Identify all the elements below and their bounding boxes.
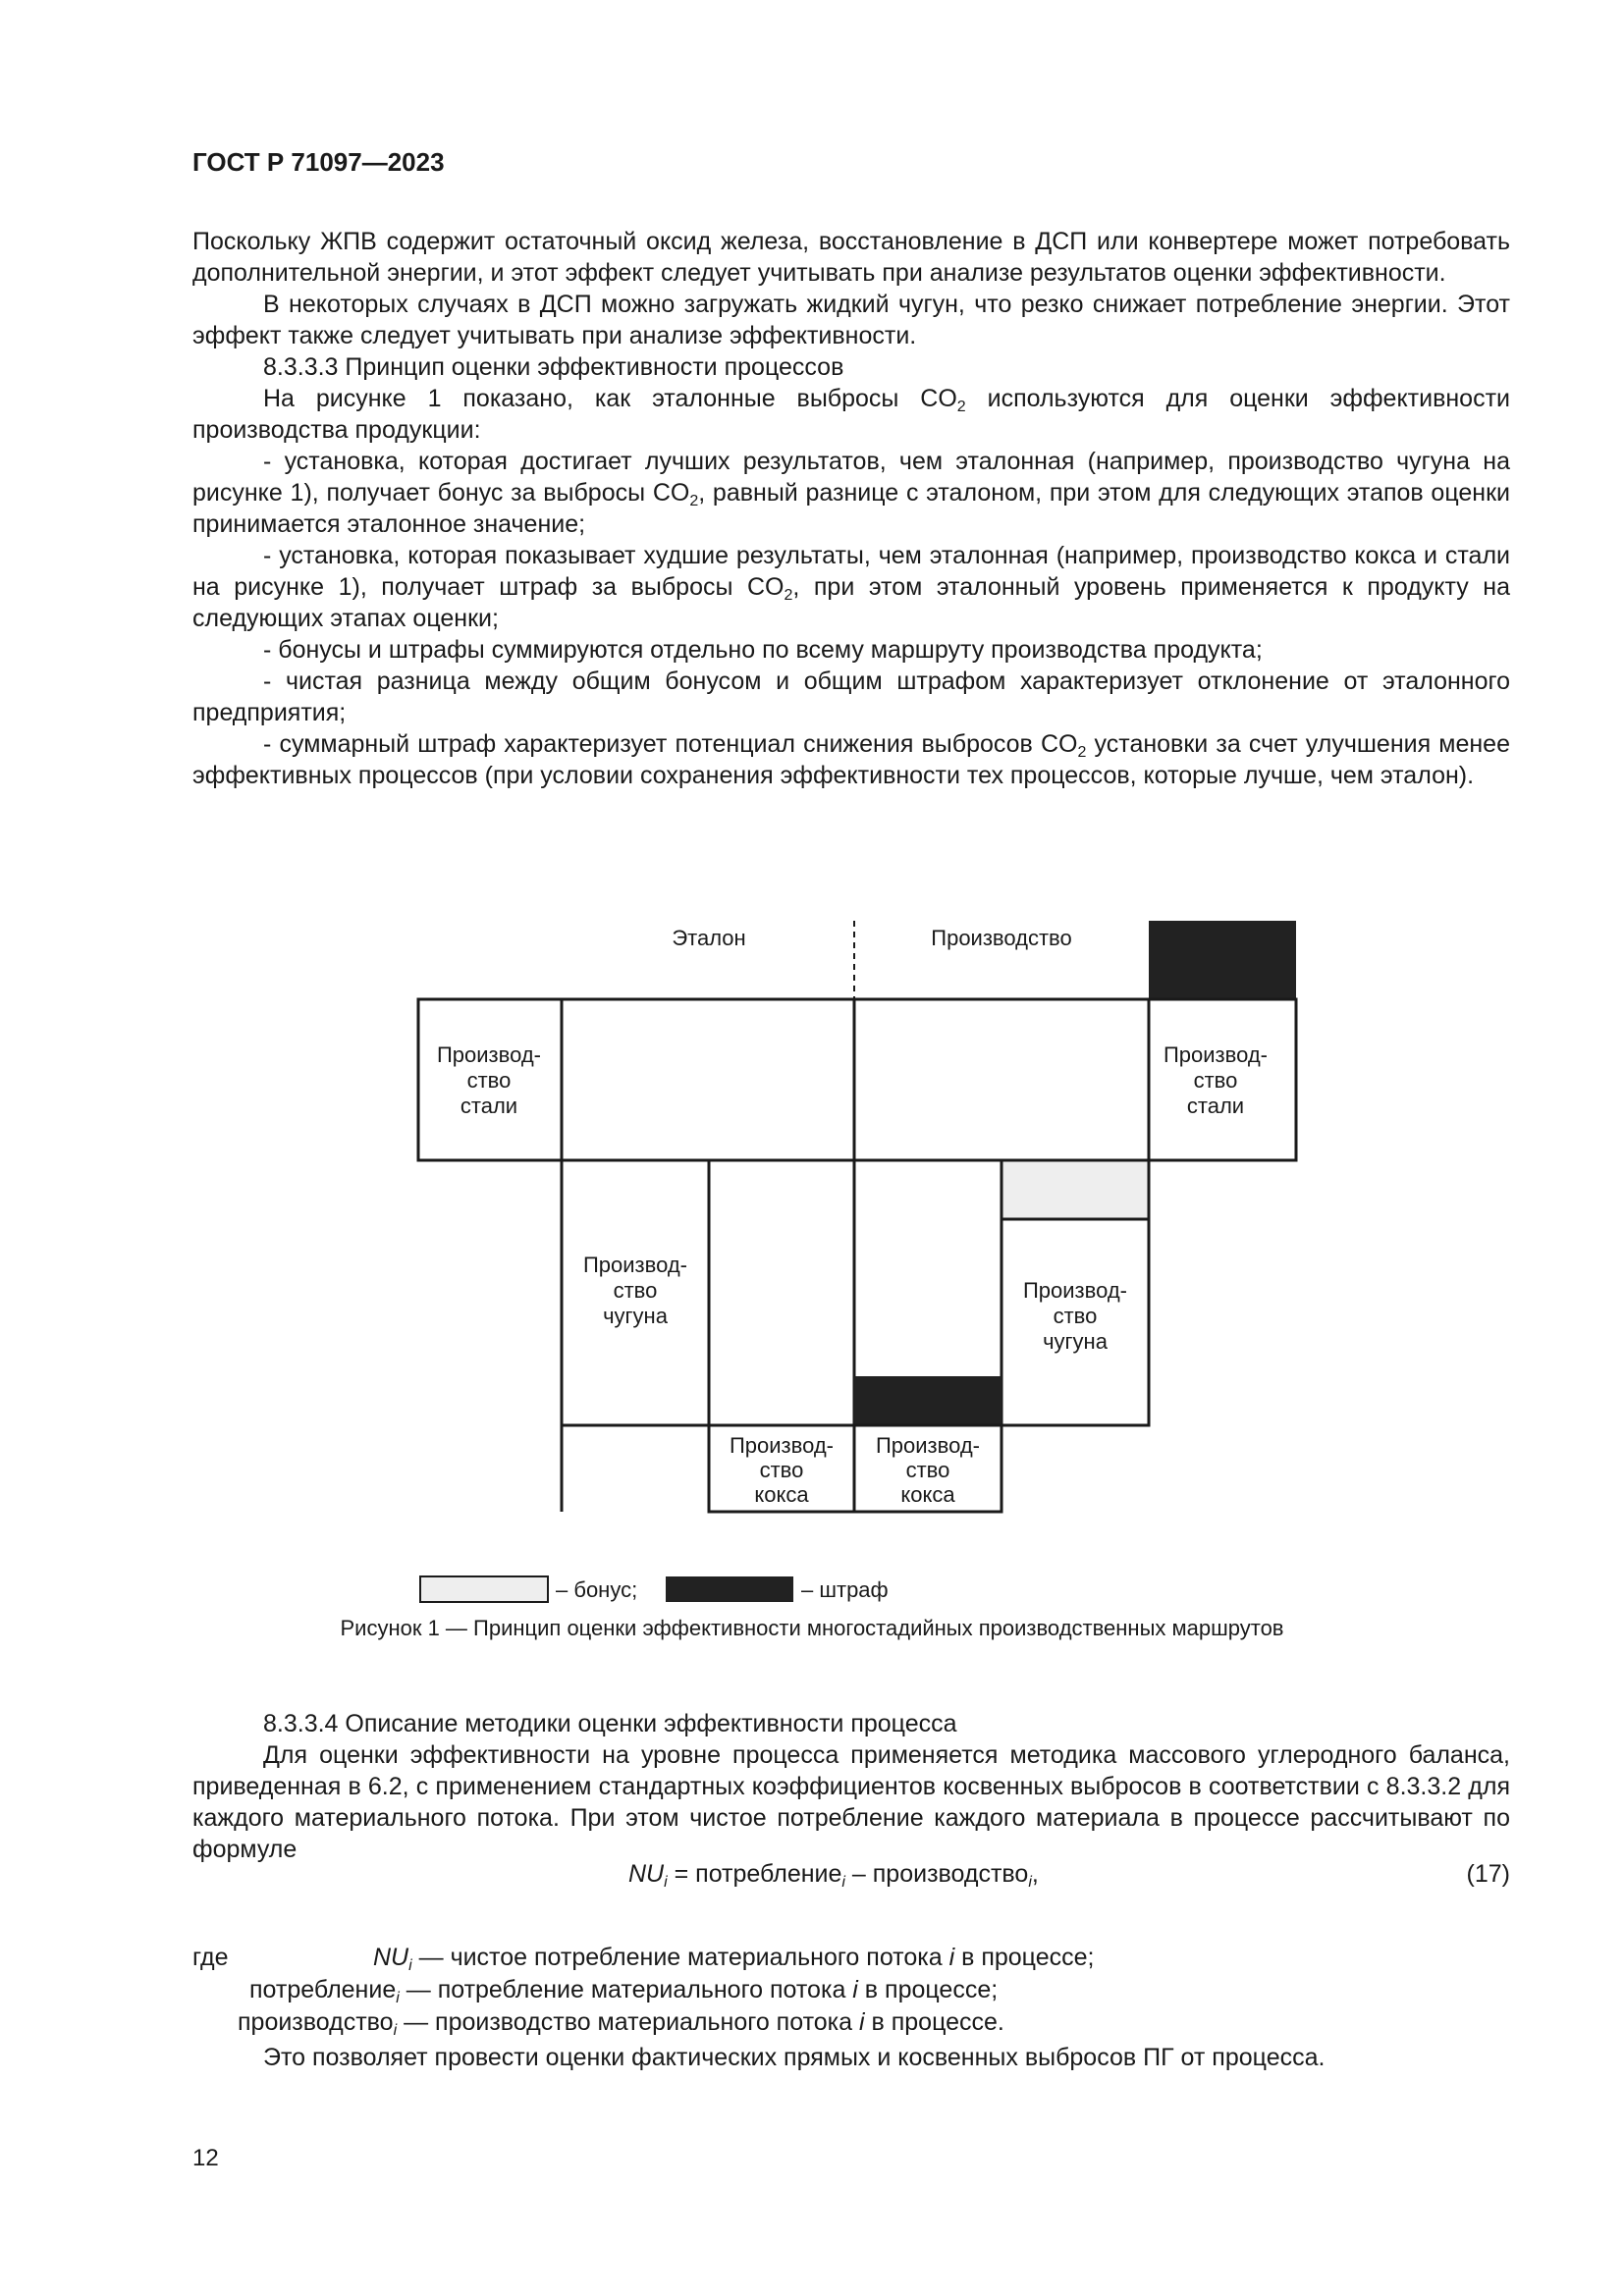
box-label: ство — [466, 1068, 512, 1093]
box-empty — [562, 999, 854, 1160]
list-item: - чистая разница между общим бонусом и общим штрафом характеризует отклонение от эталонного предприятия; — [192, 667, 1510, 726]
paragraph: Поскольку ЖПВ содержит остаточный оксид железа, восстановление в ДСП или конвертере может потребовать дополнительной энергии, и этот эффект следует учитывать при анализе результатов оценки эффективности. — [192, 228, 1510, 287]
paragraph: В некоторых случаях в ДСП можно загружать жидкий чугун, что резко снижает потребление энергии. Этот эффект также следует учитывать при анализе эффективности. — [192, 291, 1510, 349]
paragraph: На рисунке 1 показано, как эталонные выбросы $CO_2$ используются для оценки эффективности производства продукции: — [192, 385, 1510, 444]
box-label: ство — [1053, 1304, 1098, 1328]
box-label: Производ- — [582, 1253, 688, 1277]
list-item: - установка, которая показывает худшие результаты, чем эталонная (например, производство кокса и стали на рисунке 1), получает штраф за выбросы $CO_2$, при этом эталонный уровень применяется к продукту на следующих этапах оценки; — [192, 542, 1510, 632]
formula-17: $NU_i$ = потребление$_i$ – производство$_i$, — [628, 1860, 1039, 1891]
figure-caption: Рисунок 1 — Принцип оценки эффективности многостадийных производственных маршрутов — [340, 1616, 1284, 1640]
box-label: Производ- — [1163, 1042, 1269, 1067]
label-production: Производство — [931, 926, 1072, 950]
box-empty — [709, 1160, 854, 1425]
box-label: Производ- — [875, 1433, 981, 1458]
legend-bonus-label: – бонус; — [556, 1577, 638, 1602]
formula-number: (17) — [1466, 1860, 1510, 1888]
box-label: чугуна — [603, 1304, 668, 1328]
penalty-steel — [1149, 921, 1296, 999]
box-label: ство — [613, 1278, 658, 1303]
box-label: кокса — [900, 1482, 955, 1507]
section-heading: 8.3.3.3 Принцип оценки эффективности процессов — [263, 353, 844, 381]
penalty-coke — [854, 1376, 1001, 1425]
label-reference: Эталон — [672, 926, 746, 950]
box-label: ство — [905, 1458, 950, 1482]
paragraph: Для оценки эффективности на уровне процесса применяется методика массового углеродного баланса, приведенная в 6.2, с применением стандартных коэффициентов косвенных выбросов в соответствии с 8.3.3.2 для каждого материального потока. При этом чистое потребление каждого материала в процессе рассчитывают по формуле — [192, 1741, 1510, 1863]
box-label: стали — [1186, 1094, 1245, 1118]
box-label: стали — [460, 1094, 518, 1118]
box-label: чугуна — [1043, 1329, 1108, 1354]
standard-header: ГОСТ Р 71097—2023 — [192, 147, 445, 177]
box-label: ство — [759, 1458, 804, 1482]
box-label: Производ- — [436, 1042, 542, 1067]
where-label: где — [192, 1944, 229, 1971]
list-item: - установка, которая достигает лучших результатов, чем эталонная (например, производство чугуна на рисунке 1), получает бонус за выбросы $CO_2$, равный разнице с эталоном, при этом для следующих этапов оценки принимается эталонное значение; — [192, 448, 1510, 538]
legend-penalty-label: – штраф — [801, 1577, 889, 1602]
definition: $NU_i$ — чистое потребление материального потока i в процессе; — [373, 1944, 1095, 1974]
legend-bonus-swatch — [420, 1576, 548, 1602]
definition: потребление$_i$ — потребление материального потока i в процессе; — [249, 1976, 999, 2006]
list-item: - суммарный штраф характеризует потенциал снижения выбросов $CO_2$ установки за счет улучшения менее эффективных процессов (при условии сохранения эффективности тех процессов, которые лучше, чем эталон). — [192, 730, 1510, 789]
box-label: кокса — [754, 1482, 809, 1507]
page-number: 12 — [192, 2145, 219, 2171]
box-label: Производ- — [1022, 1278, 1128, 1303]
box-label: ство — [1193, 1068, 1238, 1093]
section-8334 — [192, 1708, 1510, 1865]
box-empty — [854, 999, 1149, 1160]
legend-penalty-swatch — [666, 1576, 793, 1602]
section-heading: 8.3.3.4 Описание методики оценки эффективности процесса — [263, 1710, 957, 1737]
list-item: - бонусы и штрафы суммируются отдельно по всему маршруту производства продукта; — [263, 636, 1263, 664]
closing-paragraph: Это позволяет провести оценки фактических прямых и косвенных выбросов ПГ от процесса. — [263, 2044, 1326, 2071]
box-label: Производ- — [729, 1433, 835, 1458]
bonus-iron — [1001, 1160, 1149, 1219]
definition: производство$_i$ — производство материального потока i в процессе. — [238, 2008, 1004, 2039]
